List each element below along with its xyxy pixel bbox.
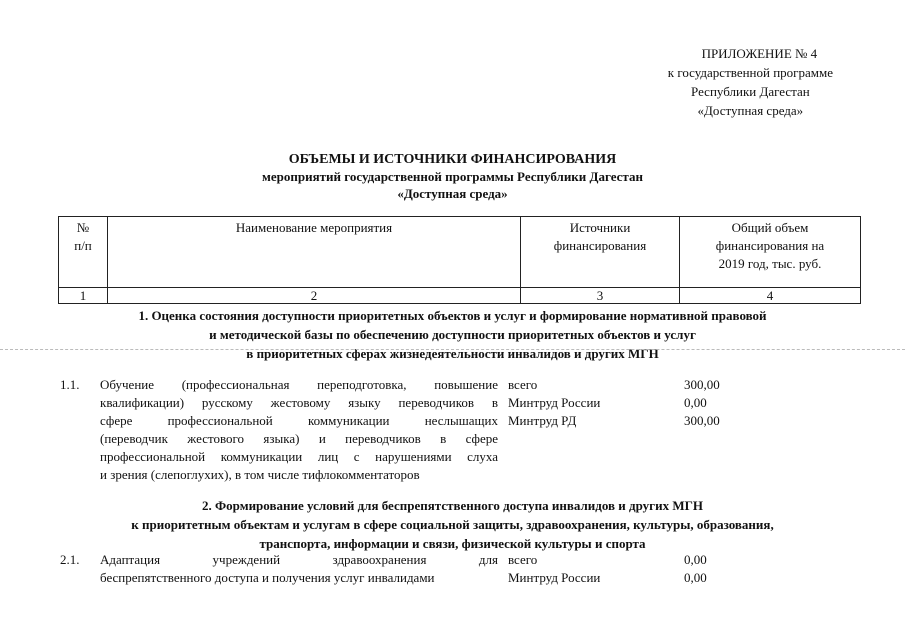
table-header-row [59,217,861,288]
item-number: 2.1. [60,552,80,567]
section-line: 2. Формирование условий для беспрепятственного доступа инвалидов и других МГН [202,498,703,513]
section-line: транспорта, информации и связи, физической культуры и спорта [259,536,646,551]
column-number: 3 [521,288,680,304]
header-total-volume: Общий объем финансирования на 2019 год, тыс. руб. [680,217,861,288]
item-sources: всего Минтруд России Минтруд РД [508,377,601,428]
item-number: 1.1. [60,377,80,392]
section-2-heading [0,496,905,553]
title-line: мероприятий государственной программы Республики Дагестан [262,169,643,184]
item-sources: всего Минтруд России [508,552,601,585]
document-title [0,151,905,202]
item-values: 0,00 0,00 [684,552,707,585]
item-description: Обучение (профессиональная переподготовка, повышение квалификации) русскому жестовому языку переводчиков в сфере профессиональной коммуникации неслышащих (переводчик жестового языка) и переводчиков в сфере профессиональной коммуникации лиц с нарушениями слуха и зрения (слепоглухих), в том числе тифлокомментаторов [100,377,498,482]
title-line: ОБЪЕМЫ И ИСТОЧНИКИ ФИНАНСИРОВАНИЯ [288,152,617,167]
section-line: 1. Оценка состояния доступности приоритетных объектов и услуг и формирование нормативной правовой [138,308,767,323]
section-line: к приоритетным объектам и услугам в сфере социальной защиты, здравоохранения, культуры, образования, [131,517,774,532]
section-1-heading [0,306,905,363]
section-line: в приоритетных сферах жизнедеятельности инвалидов и других МГН [246,346,659,361]
column-number-row [59,288,861,304]
header-number: № п/п [59,217,108,288]
appendix-title: ПРИЛОЖЕНИЕ № 4 [701,46,818,61]
column-number: 1 [59,288,108,304]
section-line: и методической базы по обеспечению доступности приоритетных объектов и услуг [209,327,696,342]
appendix-line: Республики Дагестан [691,84,810,99]
column-number: 4 [680,288,861,304]
appendix-line: к государственной программе [667,65,833,80]
header-sources: Источники финансирования [521,217,680,288]
item-description: Адаптация учреждений здравоохранения для беспрепятственного доступа и получения услуг инвалидами [100,552,498,585]
column-number: 2 [108,288,521,304]
appendix-line: «Доступная среда» [697,103,804,118]
scan-artifact-line [0,349,905,350]
header-activity-name: Наименование мероприятия [108,217,521,288]
financing-table-header [58,216,861,304]
title-line: «Доступная среда» [397,186,508,201]
appendix-block [668,44,833,120]
item-values: 300,00 0,00 300,00 [684,377,720,428]
